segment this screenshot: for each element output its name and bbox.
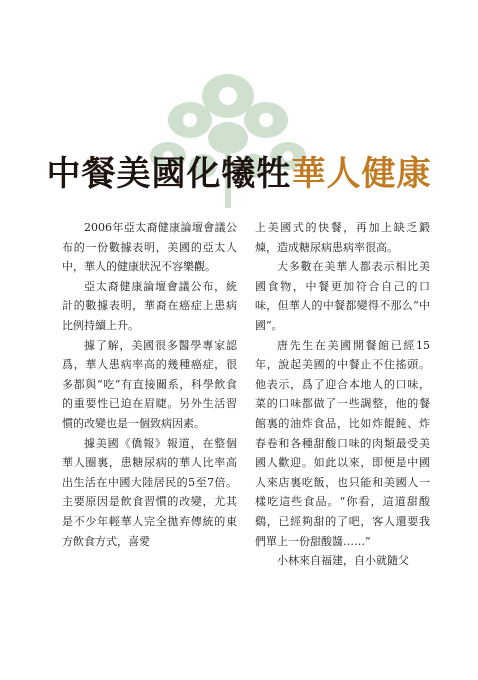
article-right-column xyxy=(255,218,430,571)
paragraph: 大多數在美華人都表示相比美國食物，中餐更加符合自己的口味，但華人的中餐都變得不那么“中國”。 xyxy=(255,260,430,332)
paragraph: 亞太裔健康論壇會議公布，統計的數據表明，華裔在癌症上患病比例持續上升。 xyxy=(62,279,237,332)
paragraph: 據了解，美國很多醫學專家認爲，華人患病率高的幾種癌症，很多都與“吃”有直接關系，科學飲食的重要性已迫在眉睫。另外生活習慣的改變也是一個致病因素。 xyxy=(62,338,237,430)
article-left-column xyxy=(62,218,237,551)
headline xyxy=(0,152,478,196)
paragraph: 小林來自福建，自小就隨父 xyxy=(277,554,409,568)
paragraph: 上美國式的快餐，再加上缺乏鍛煉，造成糖尿病患病率很高。 xyxy=(255,221,430,254)
paragraph: 據美國《僑報》報道，在整個華人圈裏，患糖尿病的華人比率高出生活在中國大陸居民的5至7倍。主要原因是飲食習慣的改變，尤其是不少年輕華人完全拋弃傳統的東方飲食方式，喜愛 xyxy=(62,436,237,548)
headline-accent: 華人健康 xyxy=(291,154,432,194)
paragraph: 2006年亞太裔健康論壇會議公布的一份數據表明，美國的亞太人中，華人的健康狀況不容樂觀。 xyxy=(62,221,237,274)
headline-dark: 中餐美國化犧牲 xyxy=(46,154,292,194)
paragraph: 唐先生在美國開餐館已經15年，說起美國的中餐止不住搖頭。他表示，爲了迎合本地人的口味，菜的口味都做了一些調整，他的餐館裏的油炸食品，比如炸餛飩、炸春卷和各種甜酸口味的肉類最受美國人歡迎。如此以來，即便是中國人來店裏吃飯，也只能和美國人一樣吃這些食品。“你看，這道甜酸鷄，已經夠甜的了吧，客人還要我們單上一份甜酸醬……” xyxy=(255,338,430,548)
